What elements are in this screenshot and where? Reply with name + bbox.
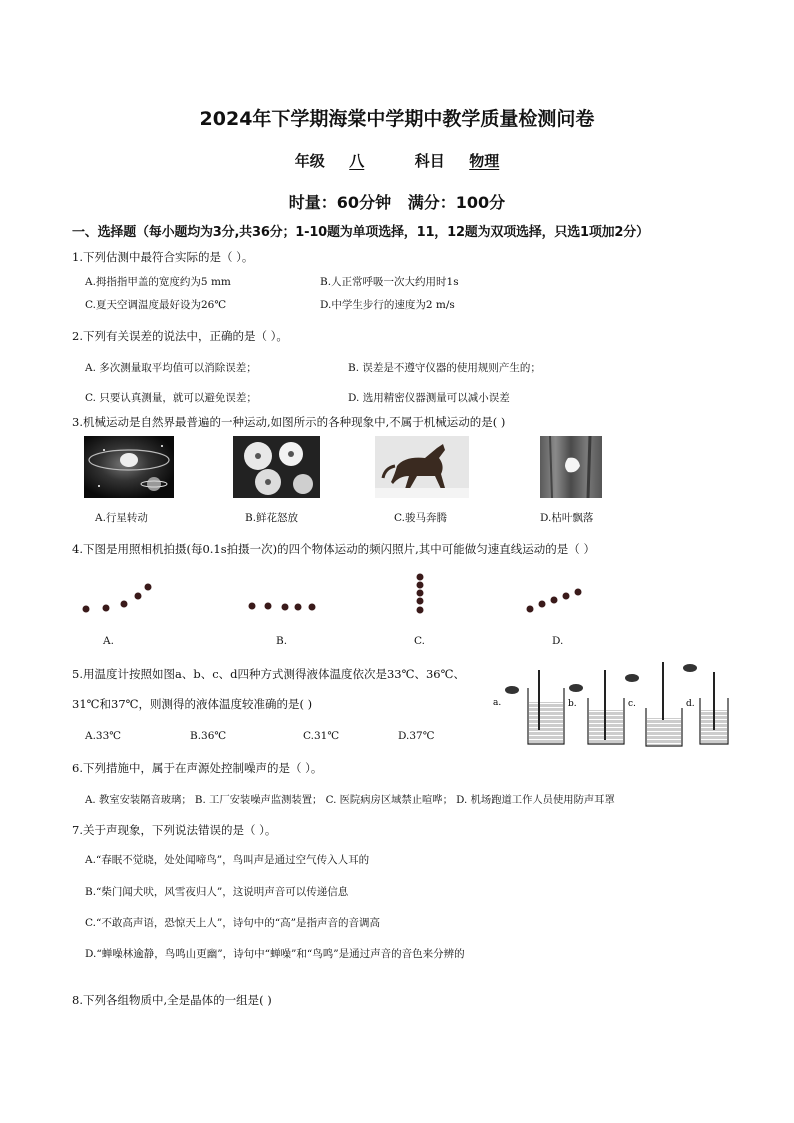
- q5-option-c: C.31℃: [303, 730, 340, 742]
- q5-option-b: B.36℃: [190, 730, 227, 742]
- fig-label-b: b.: [568, 699, 577, 709]
- q3-caption-b: B.鲜花怒放: [245, 512, 299, 524]
- q7-option-b: B.“柴门闻犬吠，风雪夜归人”，这说明声音可以传递信息: [85, 886, 349, 898]
- q4-stem: 4.下图是用照相机拍摄(每0.1s拍摄一次)的四个物体运动的频闪照片,其中可能做匀速直线运动的是（ ）: [72, 542, 595, 556]
- q5-option-a: A.33℃: [85, 730, 122, 742]
- subject-label: 科目: [414, 152, 445, 170]
- strobe-dots-figure: [72, 565, 672, 625]
- grade-value: 八: [349, 152, 365, 170]
- fig-label-a: a.: [493, 698, 502, 708]
- q3-caption-c: C.骏马奔腾: [394, 512, 447, 524]
- q7-option-d: D.“蝉噪林逾静，鸟鸣山更幽”，诗句中“蝉噪”和“鸟鸣”是通过声音的音色来分辨的: [85, 948, 465, 960]
- fig-label-d: d.: [686, 699, 695, 709]
- thermometer-figure: [492, 660, 732, 750]
- q2-option-b: B. 误差是不遵守仪器的使用规则产生的；: [348, 362, 541, 374]
- q2-stem: 2.下列有关误差的说法中，正确的是（ ）。: [72, 329, 288, 343]
- q3-caption-a: A.行星转动: [95, 512, 148, 524]
- planet-image: [84, 436, 174, 498]
- exam-meta: [0, 150, 794, 171]
- q5-option-d: D.37℃: [398, 730, 435, 742]
- flower-image: [233, 436, 320, 498]
- horse-image: [375, 436, 469, 498]
- q2-option-c: C. 只要认真测量，就可以避免误差；: [85, 392, 257, 404]
- q3-stem: 3.机械运动是自然界最普遍的一种运动,如图所示的各种现象中,不属于机械运动的是( ): [72, 415, 506, 429]
- dots-d: [527, 589, 582, 613]
- horse-icon: [375, 436, 469, 498]
- q1-option-b: B.人正常呼吸一次大约用时1s: [320, 276, 459, 288]
- q1-option-a: A.拇指指甲盖的宽度约为5 mm: [85, 276, 231, 288]
- q4-label-a: A.: [103, 635, 114, 647]
- time-info: 时量：60分钟 满分：100分: [288, 193, 506, 212]
- planet-icon: [84, 436, 174, 498]
- q7-stem: 7.关于声现象，下列说法错误的是（ ）。: [72, 823, 277, 837]
- subject-value: 物理: [469, 152, 500, 170]
- q1-option-c: C.夏天空调温度最好设为26℃: [85, 299, 227, 311]
- fig-label-c: c.: [628, 699, 636, 709]
- q6-options: A. 教室安装隔音玻璃； B. 工厂安装噪声监测装置； C. 医院病房区域禁止喧哗； D. 机场跑道工作人员使用防声耳罩: [85, 794, 615, 806]
- q5-stem-line1: 5.用温度计按照如图a、b、c、d四种方式测得液体温度依次是33℃、36℃、: [72, 667, 465, 681]
- q6-stem: 6.下列措施中，属于在声源处控制噪声的是（ ）。: [72, 761, 323, 775]
- q5-stem-line2: 31℃和37℃，则测得的液体温度较准确的是( ): [72, 697, 313, 711]
- q4-label-d: D.: [552, 635, 564, 647]
- leaf-image: [540, 436, 602, 498]
- q7-option-a: A.“春眠不觉晓，处处闻啼鸟”，鸟叫声是通过空气传入人耳的: [85, 854, 370, 866]
- q7-option-c: C.“不敢高声语，恐惊天上人”，诗句中的“高”是指声音的音调高: [85, 917, 380, 929]
- leaf-icon: [540, 436, 602, 498]
- q2-option-a: A. 多次测量取平均值可以消除误差；: [85, 362, 257, 374]
- q1-option-d: D.中学生步行的速度为2 m/s: [320, 299, 455, 311]
- section-heading: 一、选择题（每小题均为3分,共36分；1-10题为单项选择，11，12题为双项选择，只选1项加2分）: [72, 225, 649, 240]
- grade-label: 年级: [294, 152, 325, 170]
- q1-stem: 1.下列估测中最符合实际的是（ ）。: [72, 250, 254, 264]
- eye-icon: [505, 664, 697, 694]
- dots-c: [417, 574, 424, 614]
- dots-a: [83, 584, 152, 613]
- q4-label-b: B.: [276, 635, 288, 647]
- q3-caption-d: D.枯叶飘落: [540, 512, 594, 524]
- q4-label-c: C.: [414, 635, 425, 647]
- q2-option-d: D. 选用精密仪器测量可以减小误差: [348, 392, 510, 404]
- q8-stem: 8.下列各组物质中,全是晶体的一组是( ): [72, 993, 272, 1007]
- flower-icon: [233, 436, 320, 498]
- exam-title: 2024年下学期海棠中学期中教学质量检测问卷: [199, 108, 595, 130]
- dots-b: [249, 603, 316, 611]
